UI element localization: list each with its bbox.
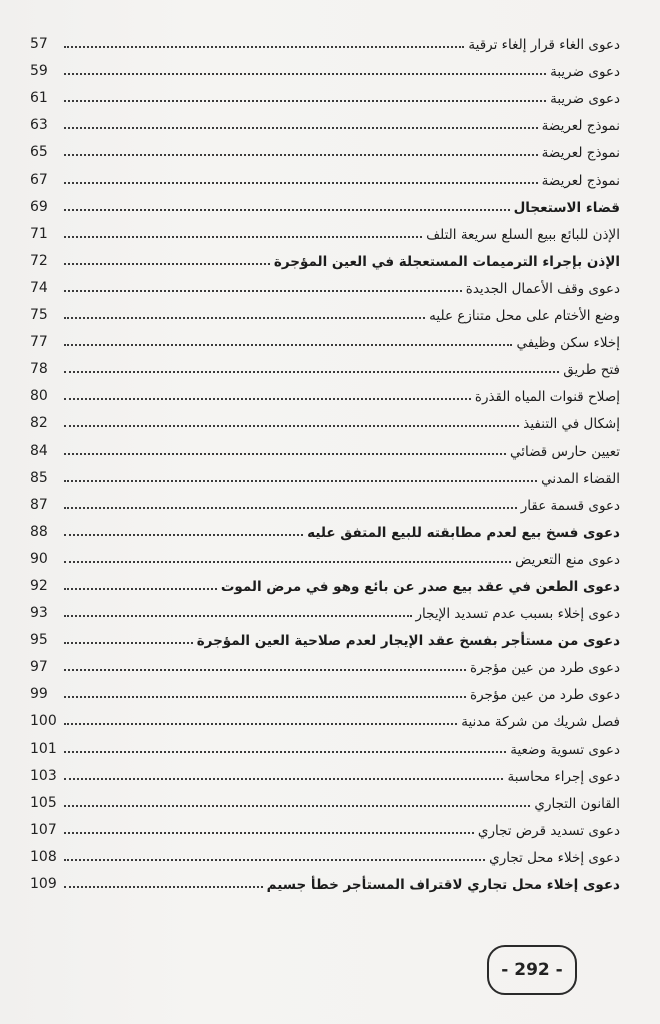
toc-entry: [30, 55, 620, 82]
toc-entry: [30, 868, 620, 895]
toc-page-number: 84: [30, 442, 48, 459]
toc-page-number: 78: [30, 361, 48, 378]
leader-dots: [64, 859, 485, 861]
toc-entry: [30, 326, 620, 353]
toc-title: دعوى الغاء قرار إلغاء ترقية: [468, 37, 620, 54]
leader-dots: [64, 236, 422, 238]
leader-dots: [64, 290, 462, 292]
toc-title: دعوى من مستأجر بفسخ عقد الإيجار لعدم صلاحية العين المؤجرة: [196, 633, 620, 650]
toc-page-number: 82: [30, 415, 48, 432]
toc-page-number: 65: [30, 144, 48, 161]
leader-dots: [64, 534, 303, 536]
toc-title: دعوى ضريبة: [550, 91, 620, 108]
toc-title: دعوى إخلاء محل تجاري لاقتراف المستأجر خطأ جسيم: [266, 877, 620, 893]
toc-title: وضع الأختام على محل متنازع عليه: [429, 308, 620, 325]
leader-dots: [64, 886, 263, 888]
toc-entry: [30, 570, 620, 597]
toc-page-number: 101: [30, 740, 57, 757]
leader-dots: [64, 209, 510, 211]
toc-entry: [30, 543, 620, 570]
toc-title: نموذج لعريضة: [541, 172, 620, 189]
toc-entry: [30, 191, 620, 218]
leader-dots: [64, 371, 559, 373]
toc-entry: [30, 841, 620, 868]
toc-title: إشكال في التنفيذ: [523, 416, 620, 433]
page-number-badge: - 292 -: [487, 945, 577, 995]
toc-title: دعوى منع التعريض: [515, 551, 620, 568]
toc-title: دعوى قسمة عقار: [520, 497, 620, 514]
toc-page-number: 75: [30, 307, 48, 324]
leader-dots: [64, 805, 530, 807]
toc-entry: [30, 28, 620, 55]
leader-dots: [64, 453, 506, 455]
toc-entry: [30, 787, 620, 814]
leader-dots: [64, 100, 546, 102]
toc-page-number: 103: [30, 767, 57, 784]
toc-page-number: 72: [30, 252, 48, 269]
leader-dots: [64, 425, 519, 427]
toc-title: إخلاء سكن وظيفي: [516, 335, 620, 352]
leader-dots: [64, 778, 503, 780]
toc-entry: [30, 245, 620, 272]
toc-page-number: 67: [30, 171, 48, 188]
toc-title: دعوى إخلاء محل تجاري: [489, 849, 620, 866]
toc-entry: [30, 353, 620, 380]
toc-entry: [30, 814, 620, 841]
toc-title: دعوى وقف الأعمال الجديدة: [465, 280, 620, 297]
toc-title: دعوى إخلاء بسبب عدم تسديد الإيجار: [415, 606, 620, 623]
toc-entry: [30, 136, 620, 163]
toc-page-number: 97: [30, 659, 48, 676]
leader-dots: [64, 832, 474, 834]
toc-title: دعوى تسوية وضعية: [510, 741, 620, 758]
leader-dots: [64, 154, 538, 156]
leader-dots: [64, 127, 538, 129]
toc-entry: [30, 651, 620, 678]
toc-title: دعوى الطعن في عقد بيع صدر عن بائع وهو في مرض الموت: [220, 578, 620, 595]
toc-entry: [30, 705, 620, 732]
toc-title: دعوى إجراء محاسبة: [507, 768, 620, 785]
toc-title: دعوى ضريبة: [550, 64, 620, 81]
toc-title: القانون التجاري: [534, 795, 620, 812]
toc-page-number: 93: [30, 605, 48, 622]
toc-page-number: 85: [30, 469, 48, 486]
toc-page-number: 100: [30, 713, 57, 730]
toc-entry: [30, 380, 620, 407]
toc-title: الإذن بإجراء الترميمات المستعجلة في العين المؤجرة: [273, 253, 620, 270]
toc-entry: [30, 462, 620, 489]
toc-entry: [30, 489, 620, 516]
leader-dots: [64, 263, 270, 265]
toc-title: نموذج لعريضة: [541, 145, 620, 162]
toc-title: دعوى طرد من عين مؤجرة: [470, 660, 620, 677]
toc-page-number: 107: [30, 821, 57, 838]
toc-title: دعوى تسديد قرض تجاري: [477, 822, 620, 839]
toc-title: الإذن للبائع ببيع السلع سريعة التلف: [426, 226, 620, 243]
toc-page-number: 63: [30, 117, 48, 134]
toc-entry: [30, 624, 620, 651]
leader-dots: [64, 642, 193, 644]
toc-page-number: 90: [30, 550, 48, 567]
toc-entry: [30, 218, 620, 245]
toc-page-number: 87: [30, 496, 48, 513]
toc-title: إصلاح قنوات المياه القذرة: [474, 389, 620, 406]
toc-title: تعيين حارس قضائي: [509, 443, 620, 460]
toc-page-number: 57: [30, 36, 48, 53]
toc-entry: [30, 272, 620, 299]
leader-dots: [64, 615, 412, 617]
leader-dots: [64, 507, 517, 509]
toc-page-number: 95: [30, 632, 48, 649]
toc-page-number: 99: [30, 686, 48, 703]
toc-page-number: 88: [30, 523, 48, 540]
leader-dots: [64, 46, 464, 48]
toc-title: دعوى طرد من عين مؤجرة: [470, 687, 620, 704]
toc-page-number: 108: [30, 848, 57, 865]
toc-title: فتح طريق: [563, 362, 620, 379]
leader-dots: [64, 73, 546, 75]
toc-entry: [30, 407, 620, 434]
toc-title: نموذج لعريضة: [541, 118, 620, 135]
toc-page-number: 80: [30, 388, 48, 405]
toc-title: القضاء المدني: [541, 470, 620, 487]
toc-entry: [30, 678, 620, 705]
toc-page-number: 69: [30, 198, 48, 215]
leader-dots: [64, 669, 466, 671]
toc-page-number: 59: [30, 63, 48, 80]
leader-dots: [64, 588, 217, 590]
leader-dots: [64, 480, 537, 482]
toc-entry: [30, 516, 620, 543]
toc-title: قضاء الاستعجال: [513, 199, 620, 216]
leader-dots: [64, 317, 425, 319]
table-of-contents: [30, 28, 620, 895]
toc-entry: [30, 732, 620, 759]
leader-dots: [64, 723, 457, 725]
toc-entry: [30, 597, 620, 624]
toc-entry: [30, 299, 620, 326]
toc-title: فصل شريك من شركة مدنية: [461, 714, 620, 731]
toc-title: دعوى فسخ بيع لعدم مطابقته للبيع المتفق عليه: [307, 524, 620, 541]
toc-page-number: 71: [30, 225, 48, 242]
toc-entry: [30, 760, 620, 787]
leader-dots: [64, 696, 466, 698]
toc-page-number: 77: [30, 334, 48, 351]
leader-dots: [64, 751, 506, 753]
leader-dots: [64, 398, 471, 400]
toc-entry: [30, 82, 620, 109]
toc-entry: [30, 434, 620, 461]
toc-page-number: 109: [30, 876, 57, 892]
toc-entry: [30, 109, 620, 136]
leader-dots: [64, 182, 538, 184]
leader-dots: [64, 561, 511, 563]
toc-entry: [30, 163, 620, 190]
toc-page-number: 92: [30, 577, 48, 594]
toc-page-number: 61: [30, 90, 48, 107]
leader-dots: [64, 344, 512, 346]
toc-page-number: 74: [30, 279, 48, 296]
toc-page-number: 105: [30, 794, 57, 811]
